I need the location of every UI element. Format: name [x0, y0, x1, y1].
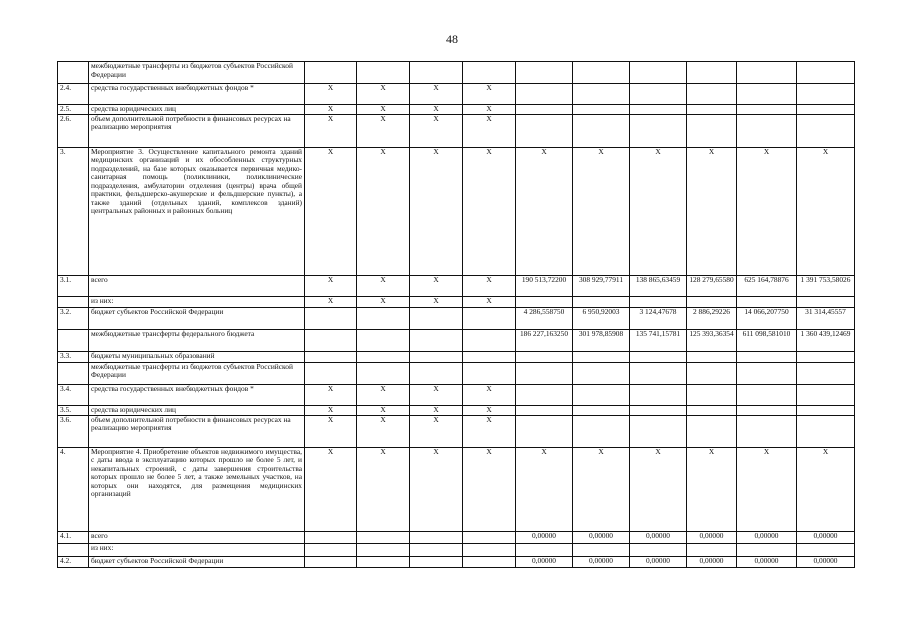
row-mark-cell: X — [357, 114, 410, 147]
table-row — [58, 415, 855, 447]
row-value-cell — [687, 84, 737, 105]
table-row — [58, 531, 855, 543]
row-mark-cell — [410, 329, 463, 351]
row-value-cell: 0,00000 — [573, 531, 630, 543]
row-value-cell — [573, 296, 630, 307]
row-value-cell: 6 950,92003 — [573, 307, 630, 329]
row-value-cell: 1 391 753,58026 — [797, 275, 855, 296]
row-description: всего — [89, 531, 305, 543]
row-mark-cell — [463, 329, 516, 351]
row-mark-cell: X — [410, 275, 463, 296]
row-number — [58, 543, 89, 556]
table-row — [58, 405, 855, 415]
row-value-cell — [737, 351, 797, 362]
row-number: 4. — [58, 447, 89, 531]
row-mark-cell — [410, 351, 463, 362]
row-value-cell: X — [630, 147, 687, 275]
row-value-cell — [797, 415, 855, 447]
row-value-cell — [687, 415, 737, 447]
row-number: 2.6. — [58, 114, 89, 147]
row-value-cell — [687, 296, 737, 307]
table-row — [58, 329, 855, 351]
row-value-cell — [797, 114, 855, 147]
row-mark-cell — [463, 351, 516, 362]
row-value-cell — [573, 415, 630, 447]
row-value-cell — [573, 384, 630, 405]
row-mark-cell: X — [357, 415, 410, 447]
row-value-cell — [573, 351, 630, 362]
row-mark-cell — [357, 531, 410, 543]
row-value-cell — [573, 105, 630, 115]
row-value-cell: 0,00000 — [516, 531, 573, 543]
row-value-cell — [737, 296, 797, 307]
row-value-cell — [516, 84, 573, 105]
row-mark-cell: X — [410, 384, 463, 405]
row-value-cell — [737, 105, 797, 115]
row-value-cell — [573, 84, 630, 105]
row-value-cell: 0,00000 — [516, 556, 573, 567]
row-value-cell: X — [737, 447, 797, 531]
row-value-cell: 128 279,65580 — [687, 275, 737, 296]
row-mark-cell: X — [463, 405, 516, 415]
row-value-cell: 0,00000 — [687, 556, 737, 567]
table-row — [58, 362, 855, 384]
row-value-cell: 2 886,29226 — [687, 307, 737, 329]
row-mark-cell: X — [410, 447, 463, 531]
row-number — [58, 329, 89, 351]
row-number: 2.5. — [58, 105, 89, 115]
row-mark-cell: X — [305, 84, 357, 105]
row-description: средства юридических лиц — [89, 105, 305, 115]
row-value-cell — [630, 405, 687, 415]
row-value-cell — [797, 351, 855, 362]
row-mark-cell — [463, 362, 516, 384]
table-row — [58, 275, 855, 296]
row-mark-cell — [305, 307, 357, 329]
row-description: всего — [89, 275, 305, 296]
row-value-cell — [516, 62, 573, 84]
row-value-cell — [516, 351, 573, 362]
row-mark-cell: X — [410, 105, 463, 115]
row-value-cell: 186 227,163250 — [516, 329, 573, 351]
row-value-cell — [630, 62, 687, 84]
row-value-cell — [737, 362, 797, 384]
row-value-cell — [797, 362, 855, 384]
row-value-cell — [737, 543, 797, 556]
row-description: бюджет субъектов Российской Федерации — [89, 307, 305, 329]
row-mark-cell — [410, 362, 463, 384]
row-mark-cell: X — [463, 105, 516, 115]
row-mark-cell: X — [305, 275, 357, 296]
row-value-cell — [573, 114, 630, 147]
row-value-cell — [737, 384, 797, 405]
row-mark-cell — [305, 543, 357, 556]
row-value-cell — [797, 105, 855, 115]
row-value-cell: 14 066,207750 — [737, 307, 797, 329]
row-mark-cell — [305, 362, 357, 384]
table-row — [58, 84, 855, 105]
row-mark-cell: X — [463, 415, 516, 447]
table-body — [58, 62, 855, 568]
row-value-cell — [630, 384, 687, 405]
row-value-cell — [630, 114, 687, 147]
table-row — [58, 296, 855, 307]
table-row — [58, 147, 855, 275]
row-value-cell: 190 513,72200 — [516, 275, 573, 296]
row-mark-cell: X — [410, 405, 463, 415]
row-value-cell — [630, 543, 687, 556]
row-mark-cell: X — [463, 84, 516, 105]
row-description: из них: — [89, 296, 305, 307]
row-value-cell: 1 360 439,12469 — [797, 329, 855, 351]
row-value-cell — [687, 543, 737, 556]
row-mark-cell — [357, 556, 410, 567]
row-value-cell — [630, 296, 687, 307]
table-row — [58, 114, 855, 147]
row-value-cell — [687, 105, 737, 115]
table-row — [58, 384, 855, 405]
row-mark-cell — [305, 62, 357, 84]
row-mark-cell — [357, 62, 410, 84]
row-number: 3.4. — [58, 384, 89, 405]
row-value-cell — [516, 384, 573, 405]
row-value-cell — [687, 62, 737, 84]
row-value-cell — [516, 362, 573, 384]
row-value-cell: X — [573, 147, 630, 275]
row-mark-cell: X — [463, 296, 516, 307]
row-mark-cell: X — [305, 447, 357, 531]
row-value-cell — [516, 105, 573, 115]
row-mark-cell: X — [357, 405, 410, 415]
row-value-cell — [516, 415, 573, 447]
row-description: средства юридических лиц — [89, 405, 305, 415]
row-number: 3.3. — [58, 351, 89, 362]
row-value-cell — [797, 296, 855, 307]
row-value-cell — [516, 405, 573, 415]
row-description: межбюджетные трансферты из бюджетов субъектов Российской Федерации — [89, 362, 305, 384]
row-value-cell — [573, 362, 630, 384]
row-mark-cell — [410, 62, 463, 84]
row-mark-cell: X — [305, 384, 357, 405]
row-value-cell — [630, 415, 687, 447]
row-mark-cell — [463, 62, 516, 84]
row-description: средства государственных внебюджетных фондов * — [89, 84, 305, 105]
row-value-cell — [516, 114, 573, 147]
row-mark-cell — [357, 307, 410, 329]
row-mark-cell: X — [357, 447, 410, 531]
row-value-cell — [737, 405, 797, 415]
row-mark-cell: X — [305, 415, 357, 447]
row-value-cell: 0,00000 — [573, 556, 630, 567]
row-value-cell — [516, 296, 573, 307]
row-description: объем дополнительной потребности в финансовых ресурсах на реализацию мероприятия — [89, 415, 305, 447]
row-value-cell — [687, 362, 737, 384]
row-value-cell: 31 314,45557 — [797, 307, 855, 329]
row-value-cell: 0,00000 — [737, 531, 797, 543]
row-value-cell: 625 164,78876 — [737, 275, 797, 296]
row-value-cell — [516, 543, 573, 556]
row-value-cell: X — [797, 147, 855, 275]
row-mark-cell: X — [305, 105, 357, 115]
row-value-cell: 308 929,77911 — [573, 275, 630, 296]
row-mark-cell — [305, 556, 357, 567]
row-value-cell: 0,00000 — [630, 531, 687, 543]
row-value-cell: 125 393,36354 — [687, 329, 737, 351]
table-row — [58, 556, 855, 567]
row-mark-cell: X — [305, 405, 357, 415]
row-value-cell: X — [737, 147, 797, 275]
row-mark-cell: X — [305, 296, 357, 307]
row-mark-cell — [305, 531, 357, 543]
table-row — [58, 105, 855, 115]
row-mark-cell: X — [305, 114, 357, 147]
row-mark-cell: X — [463, 275, 516, 296]
row-value-cell — [797, 62, 855, 84]
row-number: 3. — [58, 147, 89, 275]
row-value-cell — [630, 84, 687, 105]
row-number: 3.1. — [58, 275, 89, 296]
row-mark-cell — [410, 556, 463, 567]
financing-table — [57, 61, 855, 568]
row-mark-cell — [463, 531, 516, 543]
row-value-cell: 138 865,63459 — [630, 275, 687, 296]
row-mark-cell: X — [410, 296, 463, 307]
row-value-cell: X — [630, 447, 687, 531]
row-value-cell: 0,00000 — [797, 556, 855, 567]
row-description: бюджет субъектов Российской Федерации — [89, 556, 305, 567]
row-value-cell — [797, 384, 855, 405]
row-value-cell: X — [687, 147, 737, 275]
row-mark-cell: X — [463, 147, 516, 275]
row-mark-cell: X — [463, 114, 516, 147]
row-value-cell: X — [516, 147, 573, 275]
row-mark-cell: X — [410, 147, 463, 275]
row-mark-cell — [357, 351, 410, 362]
row-description: Мероприятие 3. Осуществление капитального ремонта зданий медицинских организаций и их обособленных структурных подразделений, на базе которых оказывается первичная медико-санитарная помощь (поликлиники, поликлинические подразделения, амбулатории отделения (центры) врача общей практики, фельдшерско-акушерские и фельдшерские пункты), а также зданий (отдельных зданий, комплексов зданий) центральных районных и районных больниц — [89, 147, 305, 275]
row-description: объем дополнительной потребности в финансовых ресурсах на реализацию мероприятия — [89, 114, 305, 147]
row-value-cell: 0,00000 — [797, 531, 855, 543]
row-number — [58, 296, 89, 307]
row-value-cell — [797, 543, 855, 556]
row-value-cell: X — [516, 447, 573, 531]
row-mark-cell: X — [357, 147, 410, 275]
row-description: межбюджетные трансферты из бюджетов субъектов Российской Федерации — [89, 62, 305, 84]
row-number: 3.5. — [58, 405, 89, 415]
row-number: 4.2. — [58, 556, 89, 567]
row-mark-cell — [463, 307, 516, 329]
row-number: 2.4. — [58, 84, 89, 105]
row-value-cell — [797, 405, 855, 415]
table-row — [58, 543, 855, 556]
table-row — [58, 351, 855, 362]
row-value-cell — [573, 543, 630, 556]
row-value-cell — [737, 114, 797, 147]
row-mark-cell — [410, 531, 463, 543]
row-value-cell — [630, 362, 687, 384]
row-value-cell — [630, 351, 687, 362]
row-number — [58, 362, 89, 384]
row-value-cell — [687, 384, 737, 405]
row-description: бюджеты муниципальных образований — [89, 351, 305, 362]
table-row — [58, 447, 855, 531]
row-mark-cell — [305, 329, 357, 351]
row-value-cell: X — [797, 447, 855, 531]
row-mark-cell: X — [410, 415, 463, 447]
row-mark-cell: X — [410, 84, 463, 105]
row-value-cell — [687, 351, 737, 362]
row-value-cell: 0,00000 — [630, 556, 687, 567]
row-value-cell: 0,00000 — [687, 531, 737, 543]
row-mark-cell: X — [357, 384, 410, 405]
row-description: Мероприятие 4. Приобретение объектов недвижимого имущества, с даты ввода в эксплуатацию которых прошло не более 5 лет, и некапитальных строений, с даты завершения строительства которых прошло не более 5 лет, а также земельных участков, на которых они находятся, для размещения медицинских организаций — [89, 447, 305, 531]
row-value-cell — [737, 84, 797, 105]
row-mark-cell — [410, 307, 463, 329]
row-mark-cell — [463, 543, 516, 556]
row-value-cell — [687, 114, 737, 147]
row-mark-cell: X — [463, 447, 516, 531]
row-mark-cell: X — [357, 275, 410, 296]
row-value-cell: 301 978,85908 — [573, 329, 630, 351]
row-mark-cell — [305, 351, 357, 362]
row-value-cell: 135 741,15781 — [630, 329, 687, 351]
row-mark-cell: X — [357, 105, 410, 115]
row-value-cell — [573, 62, 630, 84]
table-row — [58, 307, 855, 329]
row-mark-cell — [410, 543, 463, 556]
row-number: 3.6. — [58, 415, 89, 447]
row-mark-cell: X — [463, 384, 516, 405]
row-number: 4.1. — [58, 531, 89, 543]
row-value-cell — [630, 105, 687, 115]
row-number: 3.2. — [58, 307, 89, 329]
row-mark-cell: X — [357, 296, 410, 307]
row-mark-cell — [357, 329, 410, 351]
row-value-cell: X — [573, 447, 630, 531]
row-value-cell — [737, 415, 797, 447]
row-mark-cell — [357, 362, 410, 384]
row-mark-cell: X — [357, 84, 410, 105]
row-value-cell: 611 098,581010 — [737, 329, 797, 351]
row-mark-cell: X — [410, 114, 463, 147]
row-value-cell — [797, 84, 855, 105]
row-description: межбюджетные трансферты федерального бюджета — [89, 329, 305, 351]
row-description: из них: — [89, 543, 305, 556]
row-description: средства государственных внебюджетных фондов * — [89, 384, 305, 405]
row-mark-cell — [463, 556, 516, 567]
row-value-cell: X — [687, 447, 737, 531]
row-value-cell: 4 286,558750 — [516, 307, 573, 329]
page-number: 48 — [446, 32, 458, 46]
row-value-cell: 3 124,47678 — [630, 307, 687, 329]
row-value-cell — [737, 62, 797, 84]
row-mark-cell — [357, 543, 410, 556]
row-mark-cell: X — [305, 147, 357, 275]
row-value-cell: 0,00000 — [737, 556, 797, 567]
table-row — [58, 62, 855, 84]
row-number — [58, 62, 89, 84]
row-value-cell — [687, 405, 737, 415]
row-value-cell — [573, 405, 630, 415]
